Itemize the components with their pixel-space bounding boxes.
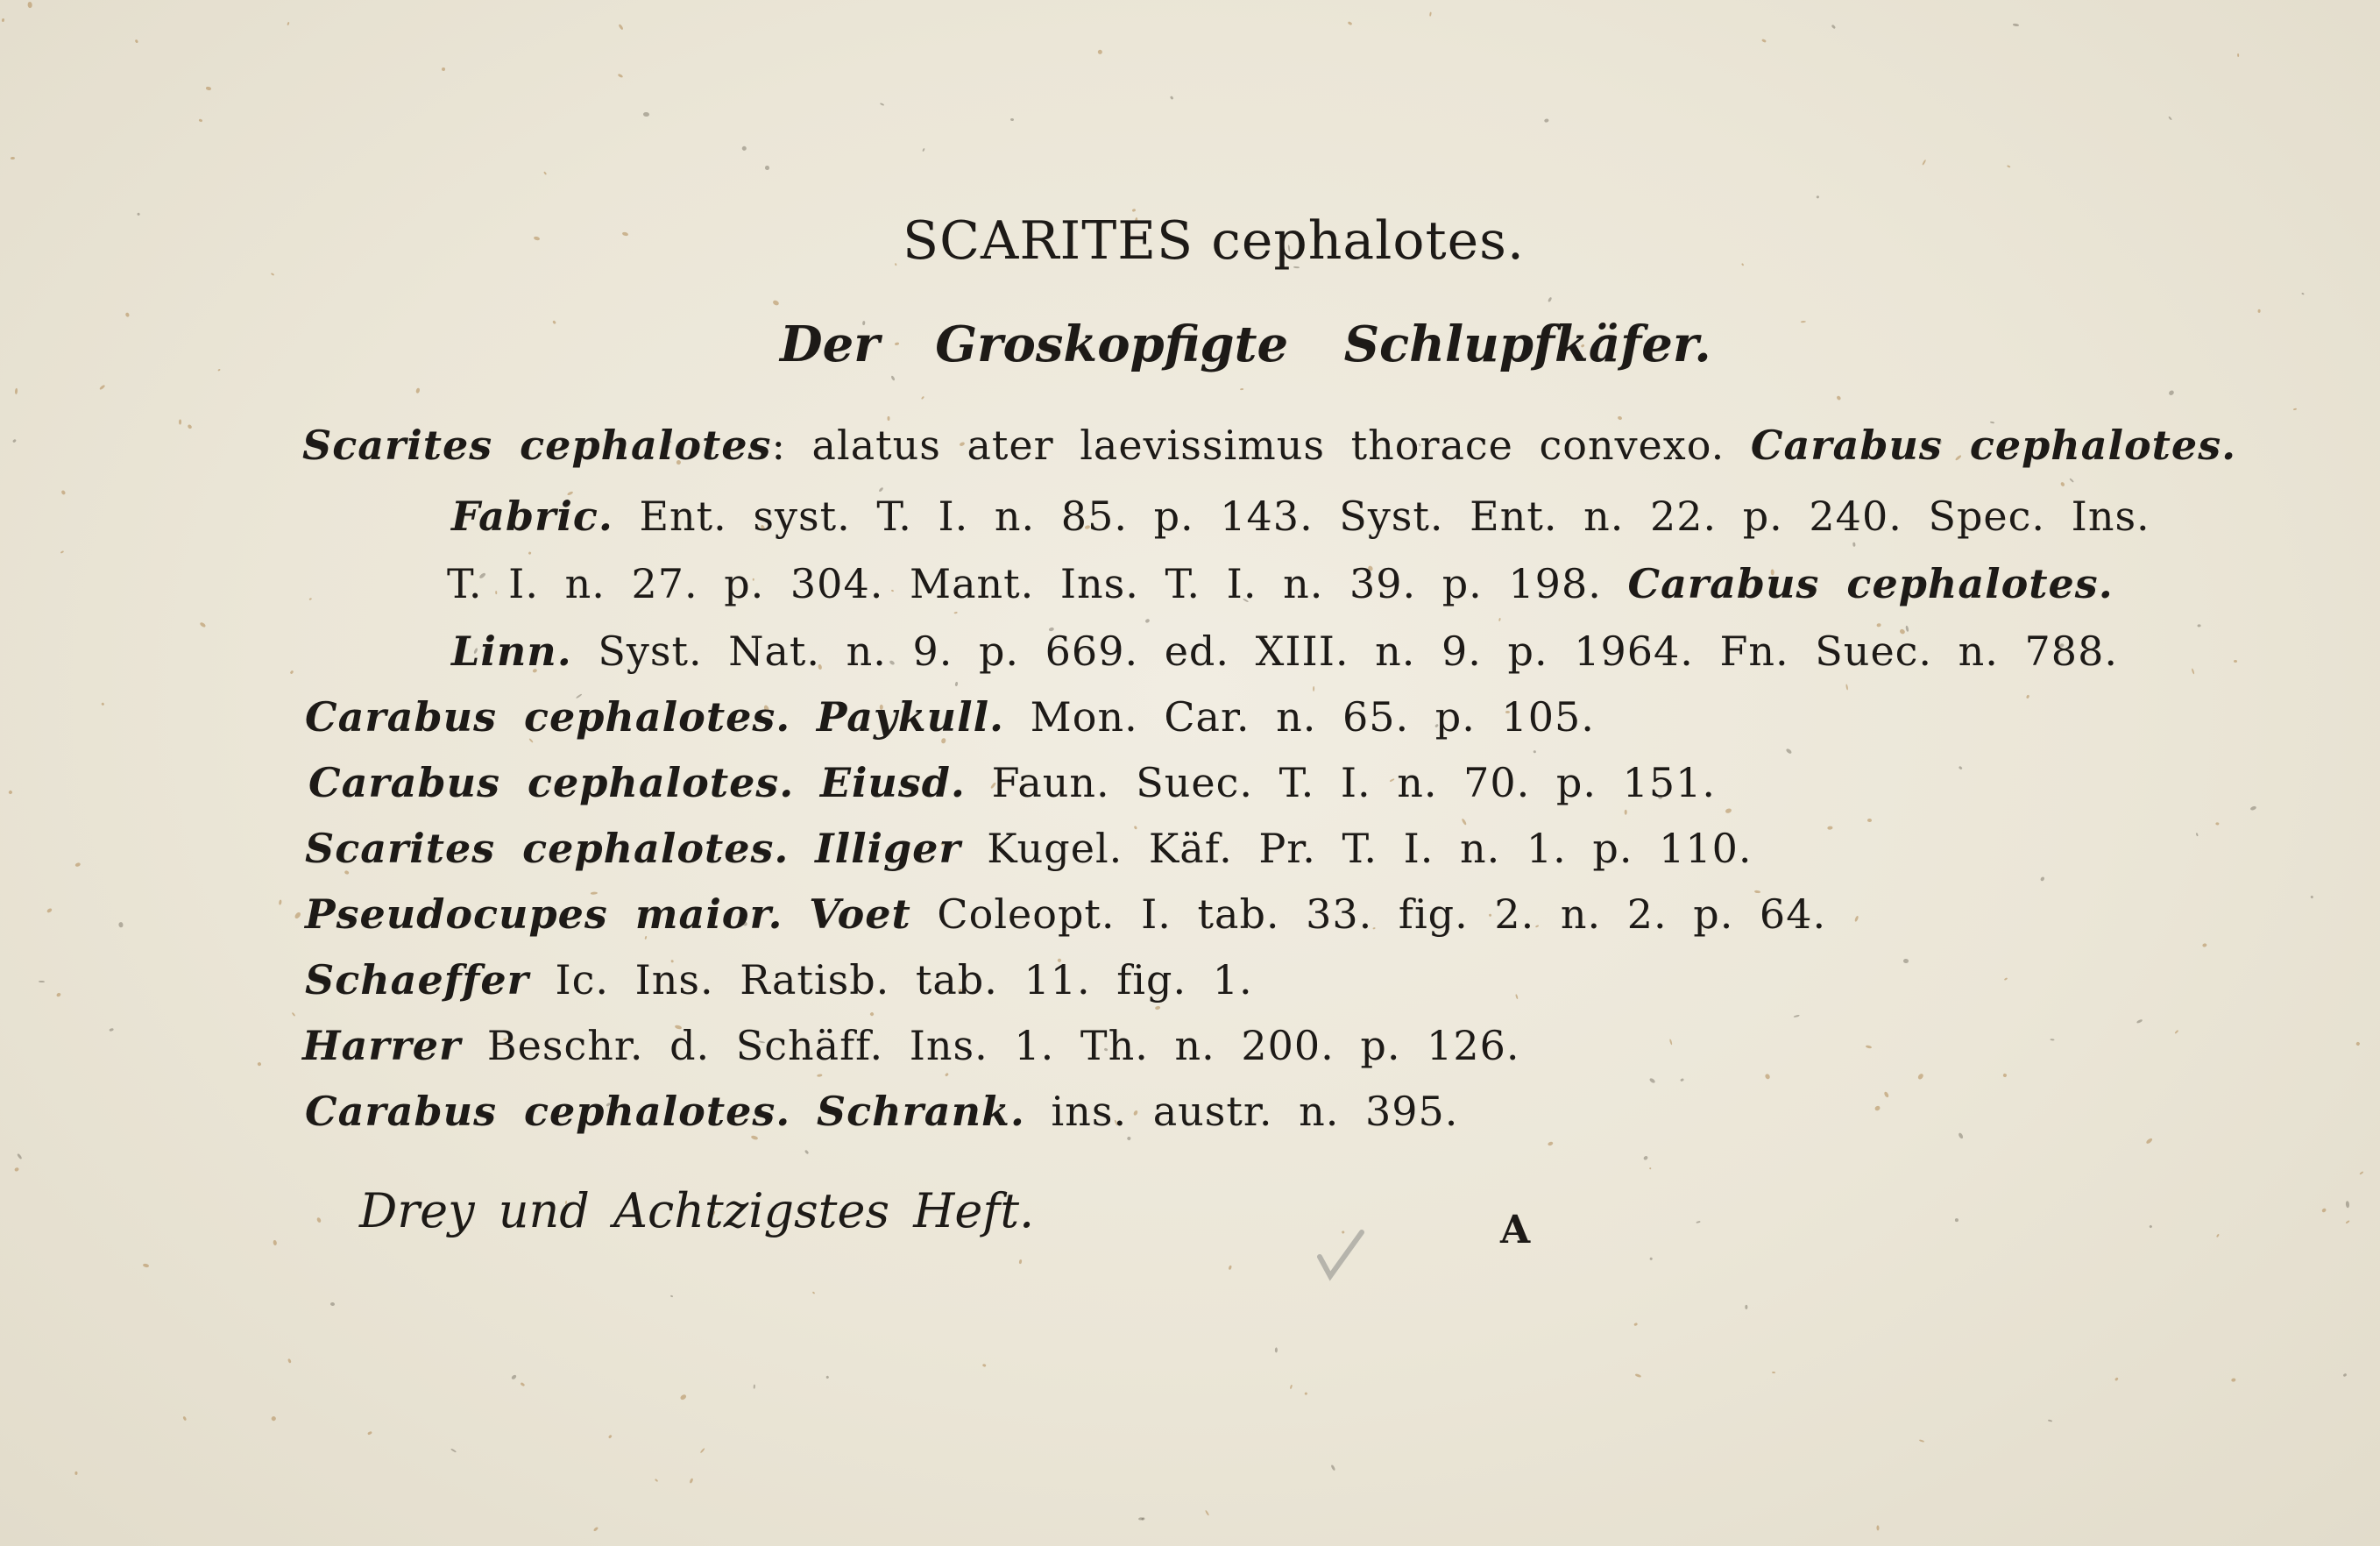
entry-italic: Scarites cephalotes. — [305, 825, 790, 872]
entry-line-6 — [308, 758, 1716, 807]
entry-text-2: ins. austr. n. 395. — [1024, 1088, 1459, 1135]
entry-text: T. I. n. 27. p. 304. Mant. Ins. T. I. n. 39. p. 198. — [447, 560, 1628, 607]
entry-line-11 — [305, 1087, 1458, 1136]
entry-italic-2: Voet — [809, 890, 911, 938]
entry-italic: Carabus cephalotes. — [305, 1088, 791, 1135]
entry-text-2: Mon. Car. n. 65. p. 105. — [1004, 693, 1595, 741]
paper-fleck — [74, 1472, 77, 1475]
entry-italic-2: Carabus cephalotes. — [1750, 422, 2237, 469]
entry-line-4 — [451, 627, 2118, 676]
paper-fleck — [954, 682, 958, 686]
entry-text — [783, 890, 810, 938]
paper-fleck — [279, 899, 282, 904]
pencil-checkmark-icon — [1314, 1227, 1367, 1283]
entry-text-2: Faun. Suec. T. I. n. 70. p. 151. — [965, 759, 1716, 806]
entry-italic-2: Eiusd. — [819, 759, 966, 806]
entry-line-2 — [451, 492, 2150, 541]
entry-text: Ic. Ins. Ratisb. tab. 11. fig. 1. — [528, 956, 1253, 1003]
entry-italic: Linn. — [451, 628, 572, 675]
footer-issue-label: Drey und Achtzigstes Heft. — [359, 1183, 1035, 1238]
entry-italic-2: Illiger — [815, 825, 961, 872]
entry-text-2: Coleopt. I. tab. 33. fig. 2. n. 2. p. 64. — [910, 890, 1827, 938]
entry-line-3 — [447, 559, 2114, 608]
page-subtitle: Der Groskopfigte Schlupfkäfer. — [780, 316, 1711, 373]
entry-italic: Harrer — [302, 1022, 462, 1069]
paper-fleck — [2050, 1039, 2054, 1041]
entry-line-7 — [305, 824, 1753, 873]
paper-fleck — [1274, 1347, 1278, 1353]
entry-italic-2: Carabus cephalotes. — [1627, 560, 2114, 607]
paper-fleck — [27, 2, 32, 8]
entry-line-10 — [302, 1021, 1519, 1070]
paper-fleck — [1903, 959, 1909, 963]
entry-line-1 — [302, 421, 2236, 470]
entry-text: Beschr. d. Schäff. Ins. 1. Th. n. 200. p. 126. — [461, 1022, 1520, 1069]
entry-text — [790, 1088, 817, 1135]
entry-italic: Pseudocupes maior. — [305, 890, 783, 938]
paper-fleck — [2197, 624, 2200, 628]
entry-italic: Carabus cephalotes. — [305, 693, 791, 741]
entry-text: Syst. Nat. n. 9. p. 669. ed. XIII. n. 9. p. 1964. Fn. Suec. n. 788. — [571, 628, 2118, 675]
entry-text: Ent. syst. T. I. n. 85. p. 143. Syst. Ent. n. 22. p. 240. Spec. Ins. — [613, 493, 2150, 540]
entry-italic-2: Schrank. — [816, 1088, 1025, 1135]
page-title: SCARITES cephalotes. — [903, 210, 1525, 272]
entry-text-2: Kugel. Käf. Pr. T. I. n. 1. p. 110. — [960, 825, 1753, 872]
signature-mark: A — [1500, 1208, 1531, 1252]
entry-italic: Scarites cephalotes — [302, 422, 772, 469]
paper-fleck — [1239, 387, 1243, 390]
paper-fleck — [1955, 1218, 1959, 1222]
entry-italic-2: Paykull. — [816, 693, 1005, 741]
entry-text — [789, 825, 815, 872]
paper-fleck — [643, 112, 649, 117]
entry-line-8 — [305, 890, 1826, 939]
paper-fleck — [179, 419, 181, 424]
paper-fleck — [11, 157, 15, 160]
paper-fleck — [765, 166, 769, 170]
paper-fleck — [1801, 320, 1806, 323]
paper-fleck — [817, 1074, 823, 1076]
entry-line-5 — [305, 692, 1595, 741]
entry-italic: Carabus cephalotes. — [308, 759, 795, 806]
entry-text — [790, 693, 817, 741]
entry-text — [794, 759, 820, 806]
entry-italic: Schaeffer — [305, 956, 529, 1003]
entry-italic: Fabric. — [451, 493, 613, 540]
entry-line-9 — [305, 955, 1253, 1004]
entry-text: : alatus ater laevissimus thorace convexo. — [771, 422, 1751, 469]
